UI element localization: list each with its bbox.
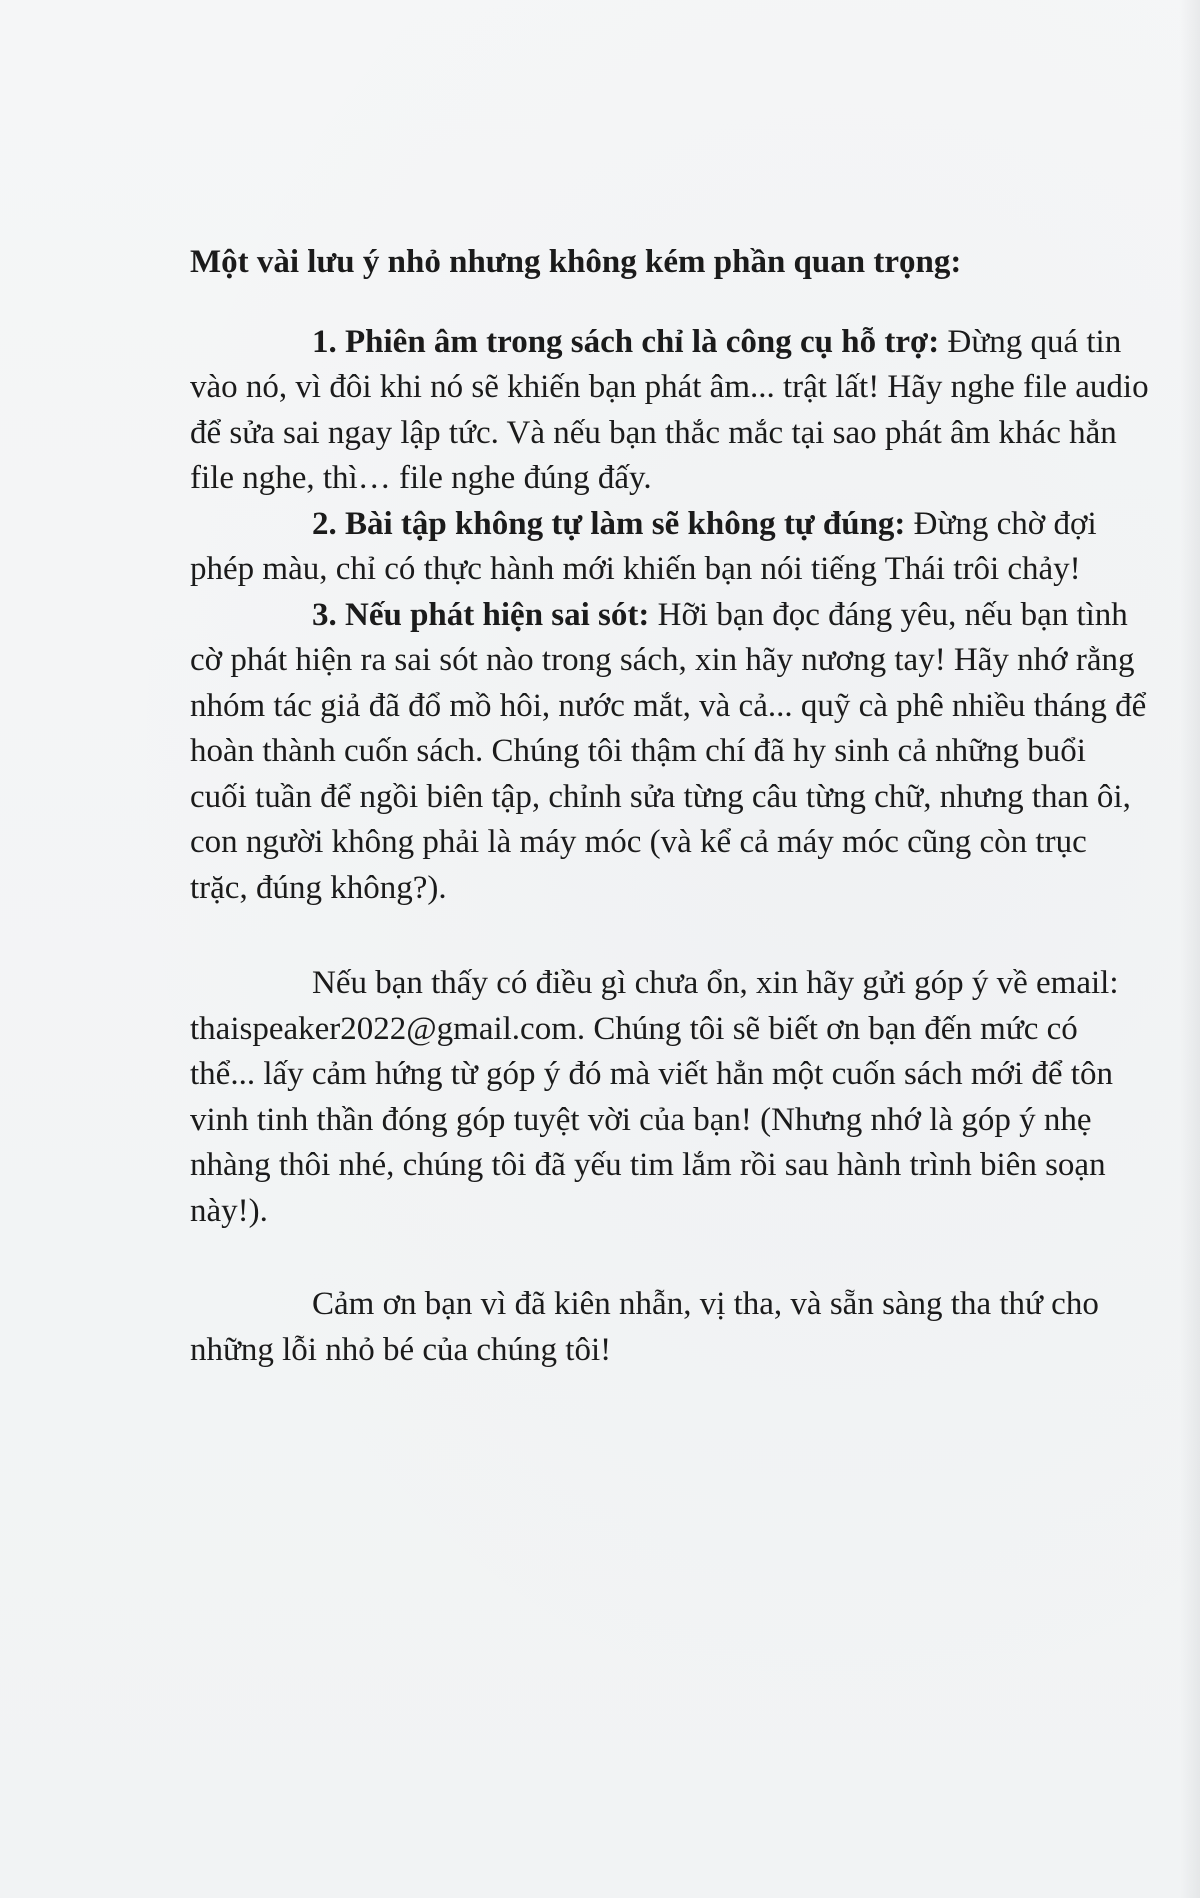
note-item-2-text: Đừng chờ đợi phép màu, chỉ có thực hành mới khiến bạn nói tiếng Thái trôi chảy! [190,505,1097,587]
page-edge-shadow [1180,0,1200,1898]
note-item-1 [190,320,1150,502]
page-text-block [190,240,1150,1373]
note-item-1-title: 1. Phiên âm trong sách chỉ là công cụ hỗ trợ: [312,323,940,360]
note-item-2-title: 2. Bài tập không tự làm sẽ không tự đúng: [312,505,906,542]
note-item-1-text: Đừng quá tin vào nó, vì đôi khi nó sẽ khiến bạn phát âm... trật lất! Hãy nghe file audio để sửa sai ngay lập tức. Và nếu bạn thắc mắc tại sao phát âm khác hẳn file nghe, thì… file nghe đúng đấy. [190,323,1149,496]
note-item-2 [190,502,1150,593]
feedback-paragraph: Nếu bạn thấy có điều gì chưa ổn, xin hãy gửi góp ý về email: thaispeaker2022@gmail.com. Chúng tôi sẽ biết ơn bạn đến mức có thể... lấy cảm hứng từ góp ý đó mà viết hẳn một cuốn sách mới để tôn vinh tinh thần đóng góp tuyệt vời của bạn! (Nhưng nhớ là góp ý nhẹ nhàng thôi nhé, chúng tôi đã yếu tim lắm rồi sau hành trình biên soạn này!). [190,965,1119,1229]
note-item-3-title: 3. Nếu phát hiện sai sót: [312,596,650,633]
closing-paragraph: Cảm ơn bạn vì đã kiên nhẫn, vị tha, và sẵn sàng tha thứ cho những lỗi nhỏ bé của chúng tôi! [190,1286,1099,1368]
note-item-3 [190,593,1150,912]
note-item-3-text: Hỡi bạn đọc đáng yêu, nếu bạn tình cờ phát hiện ra sai sót nào trong sách, xin hãy nương tay! Hãy nhớ rằng nhóm tác giả đã đổ mồ hôi, nước mắt, và cả... quỹ cà phê nhiều tháng để hoàn thành cuốn sách. Chúng tôi thậm chí đã hy sinh cả những buổi cuối tuần để ngồi biên tập, chỉnh sửa từng câu từng chữ, nhưng than ôi, con người không phải là máy móc (và kể cả máy móc cũng còn trục trặc, đúng không?). [190,596,1147,906]
page-heading: Một vài lưu ý nhỏ nhưng không kém phần quan trọng: [190,244,962,280]
